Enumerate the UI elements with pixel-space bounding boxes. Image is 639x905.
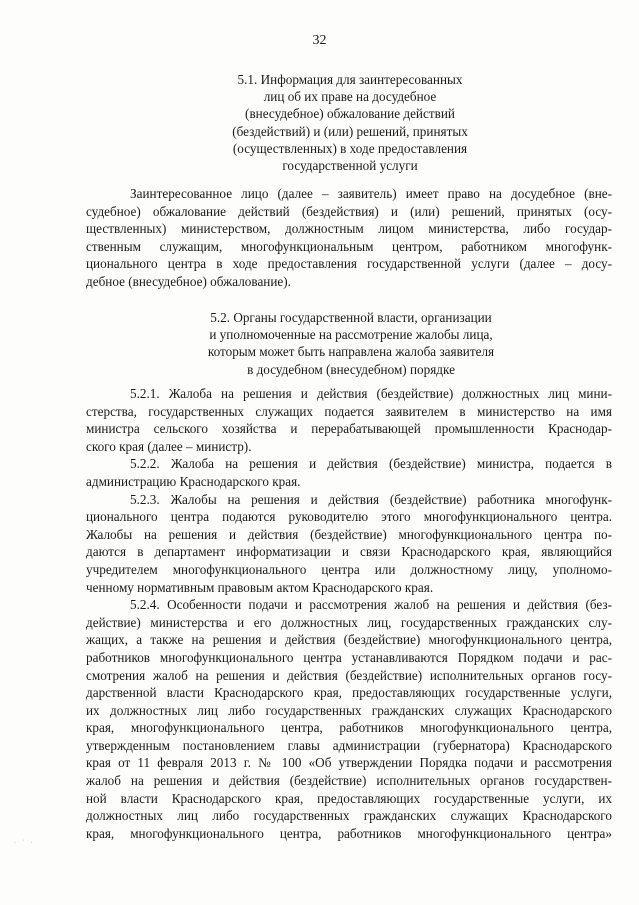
paragraph-line: стерства, государственных служащих подается заявителем в министерство на имя	[86, 403, 612, 419]
heading-line: лиц об их праве на досудебное	[263, 89, 437, 105]
heading-line: 5.1. Информация для заинтересованных	[237, 72, 463, 87]
paragraph-line: должностных лиц либо государственных гражданских служащих Краснодарского	[86, 808, 612, 824]
page-number: 32	[312, 33, 327, 48]
paragraph-line: администрацию Краснодарского края.	[86, 473, 301, 489]
paragraph-line: ществленных) министерством, должностным лицом министерства, либо государ-	[86, 221, 612, 237]
paragraph-line: 5.2.4. Особенности подачи и рассмотрения жалоб на решения и действия (без-	[130, 597, 612, 613]
paragraph-line: 5.2.1. Жалоба на решения и действия (бездействие) должностных лиц мини-	[130, 386, 612, 401]
heading-line: которым может быть направлена жалоба заявителя	[207, 344, 495, 360]
heading-line: 5.2. Органы государственной власти, организации	[210, 310, 492, 325]
paragraph-line: ственным служащим, многофункциональным центром, работником многофунк-	[86, 238, 612, 254]
paragraph-line: работников многофункционального центра устанавливаются Порядком подачи и рас-	[86, 649, 612, 665]
heading-line: в досудебном (внесудебном) порядке	[247, 361, 455, 377]
heading-line: (внесудебное) обжалование действий	[245, 106, 455, 122]
paragraph-line: 5.2.3. Жалобы на решения и действия (бездействие) работника многофунк-	[130, 491, 612, 507]
section-5-2-body	[86, 385, 612, 842]
section-5-2-heading	[146, 309, 556, 378]
paragraph-line: учредителем многофункционального центра или должностному лицу, уполномо-	[86, 561, 612, 577]
paragraph-line: их должностных лиц либо государственных гражданских служащих Краснодарского	[86, 702, 612, 718]
paragraph-line: даются в департамент информатизации и связи Краснодарского края, являющийся	[86, 544, 612, 560]
paragraph-line: дебное (внесудебное) обжалование).	[86, 273, 291, 289]
heading-line: и уполномоченные на рассмотрение жалобы лица,	[209, 327, 493, 343]
paragraph-line: утвержденным постановлением главы администрации (губернатора) Краснодарского	[86, 737, 612, 753]
paragraph-line: ченному нормативным правовым актом Краснодарского края.	[86, 579, 434, 595]
paragraph-line: жащих, а также на решения и действия (бездействие) многофункционального центра,	[86, 632, 612, 648]
paragraph-line: дарственной власти Краснодарского края, предоставляющих государственные услуги,	[86, 685, 612, 701]
paragraph-line: края от 11 февраля 2013 г. № 100 «Об утверждении Порядка подачи и рассмотрения	[86, 755, 612, 771]
heading-line: (бездействий) и (или) решений, принятых	[232, 123, 468, 139]
section-5-1-heading	[150, 71, 550, 174]
heading-line: (осуществленных) в ходе предоставления	[232, 140, 468, 156]
paragraph-line: действие) министерства и его должностных лиц, государственных гражданских слу-	[86, 614, 612, 630]
paragraph-line: ского края (далее – министр).	[86, 438, 252, 454]
paragraph-line: Заинтересованное лицо (далее – заявитель) имеет право на досудебное (вне-	[130, 186, 612, 201]
paragraph-line: министра сельского хозяйства и перерабатывающей промышленности Краснодар-	[86, 421, 612, 437]
paragraph-line: смотрения жалоб на решения и действия (бездействие) исполнительных органов госу-	[86, 667, 612, 683]
paragraph-line: края, многофункционального центра, работников многофункционального центра,	[86, 720, 612, 736]
paragraph-line: ной власти Краснодарского края, предоставляющих государственные услуги, их	[86, 790, 612, 806]
scan-speck: ∙ ˙ ∙	[14, 838, 35, 847]
paragraph-line: судебное) обжалование действий (бездействия) и (или) решений, принятых (осу-	[86, 203, 612, 219]
heading-line: государственной услуги	[282, 158, 418, 174]
section-5-1-paragraph	[86, 185, 612, 291]
paragraph-line: края, многофункционального центра, работников многофункционального центра»	[86, 825, 612, 841]
paragraph-line: 5.2.2. Жалоба на решения и действия (бездействие) министра, подается в	[130, 456, 612, 472]
paragraph-line: ционального центра в ходе предоставления государственной услуги (далее – досу-	[86, 256, 612, 272]
paragraph-line: Жалобы на решения и действия (бездействие) многофункционального центра по-	[86, 526, 612, 542]
paragraph-line: ционального центра подаются руководителю этого многофункционального центра.	[86, 509, 612, 525]
paragraph-line: жалоб на решения и действия (бездействие) исполнительных органов государствен-	[86, 773, 612, 789]
